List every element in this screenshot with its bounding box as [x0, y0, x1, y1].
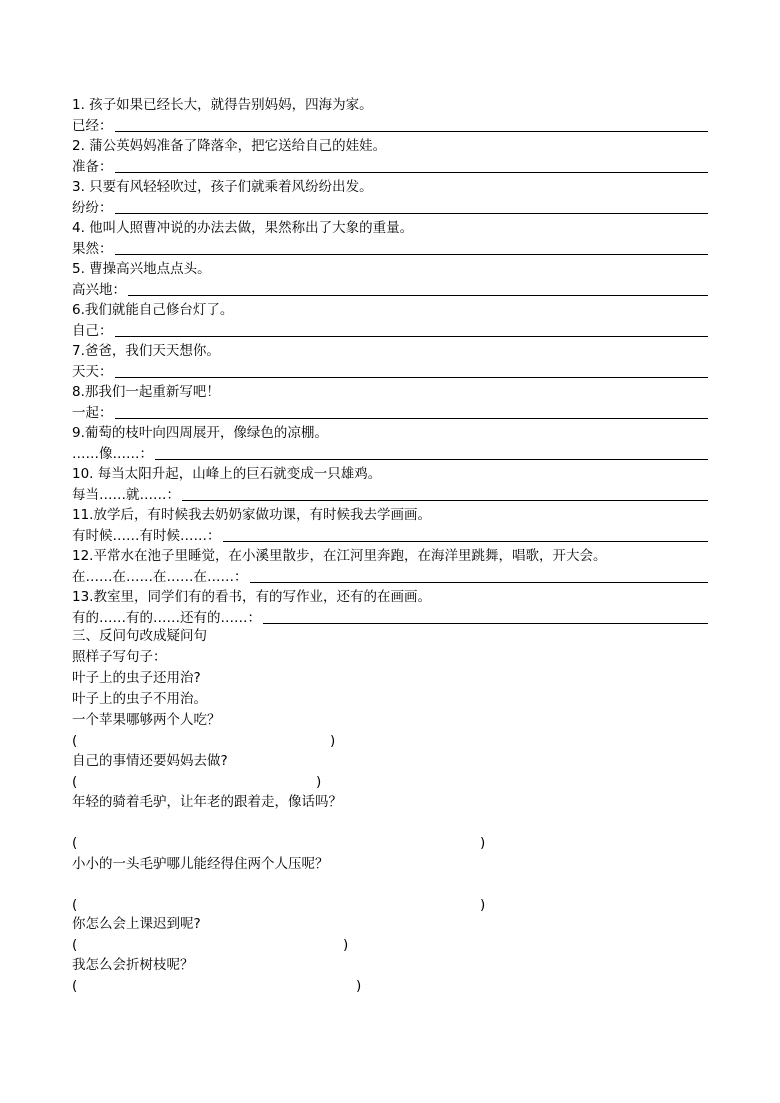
item-4-prompt: 果然： — [72, 241, 113, 257]
example-answer: 叶子上的虫子不用治。 — [72, 691, 207, 707]
item-7-prompt: 天天： — [72, 364, 113, 380]
item-11-prompt: 有时候……有时候……： — [72, 528, 221, 544]
item-12-sentence: 12.平常水在池子里睡觉，在小溪里散步，在江河里奔跑，在海洋里跳舞，唱歌，开大会。 — [72, 548, 607, 564]
answer-5-close-paren: ) — [343, 937, 349, 953]
answer-4-open-paren: ( — [72, 897, 78, 913]
question-1: 一个苹果哪够两个人吃？ — [72, 712, 221, 728]
answer-1-close-paren: ) — [330, 733, 336, 749]
item-3-answer-line[interactable] — [115, 213, 709, 214]
question-5: 你怎么会上课迟到呢? — [72, 916, 201, 932]
question-6: 我怎么会折树枝呢？ — [72, 957, 194, 973]
item-6-answer-line[interactable] — [115, 336, 709, 337]
item-2-prompt: 准备： — [72, 159, 113, 175]
item-9-prompt: ……像……： — [72, 446, 153, 462]
item-10-answer-line[interactable] — [182, 500, 708, 501]
answer-4-close-paren: ) — [480, 897, 486, 913]
item-2-answer-line[interactable] — [115, 172, 709, 173]
answer-6-close-paren: ) — [356, 978, 362, 994]
item-6-prompt: 自己： — [72, 323, 113, 339]
item-1-sentence: 1. 孩子如果已经长大，就得告别妈妈，四海为家。 — [72, 97, 373, 113]
answer-6-open-paren: ( — [72, 978, 78, 994]
answer-3-open-paren: ( — [72, 835, 78, 851]
answer-5-open-paren: ( — [72, 937, 78, 953]
item-12-answer-line[interactable] — [250, 582, 709, 583]
item-8-sentence: 8.那我们一起重新写吧！ — [72, 384, 220, 400]
answer-2-open-paren: ( — [72, 774, 78, 790]
item-3-sentence: 3. 只要有风轻轻吹过，孩子们就乘着风纷纷出发。 — [72, 179, 373, 195]
item-9-sentence: 9.葡萄的枝叶向四周展开，像绿色的凉棚。 — [72, 425, 328, 441]
item-3-prompt: 纷纷： — [72, 200, 113, 216]
item-8-prompt: 一起： — [72, 405, 113, 421]
item-1-answer-line[interactable] — [115, 131, 709, 132]
answer-3-close-paren: ) — [480, 835, 486, 851]
question-4: 小小的一头毛驴哪儿能经得住两个人压呢？ — [72, 856, 329, 872]
item-13-answer-line[interactable] — [263, 623, 708, 624]
item-13-sentence: 13.教室里，同学们有的看书，有的写作业，还有的在画画。 — [72, 589, 431, 605]
item-13-prompt: 有的……有的……还有的……： — [72, 610, 261, 626]
item-9-answer-line[interactable] — [155, 459, 708, 460]
item-7-sentence: 7.爸爸，我们天天想你。 — [72, 343, 220, 359]
item-11-answer-line[interactable] — [223, 541, 709, 542]
item-11-sentence: 11.放学后，有时候我去奶奶家做功课，有时候我去学画画。 — [72, 507, 431, 523]
item-7-answer-line[interactable] — [115, 377, 709, 378]
item-4-answer-line[interactable] — [115, 254, 709, 255]
question-3: 年轻的骑着毛驴，让年老的跟着走，像话吗？ — [72, 794, 342, 810]
item-2-sentence: 2. 蒲公英妈妈准备了降落伞，把它送给自己的娃娃。 — [72, 138, 387, 154]
example-question: 叶子上的虫子还用治? — [72, 670, 201, 686]
answer-1-open-paren: ( — [72, 733, 78, 749]
section3-instruction: 照样子写句子： — [72, 649, 167, 665]
item-10-sentence: 10. 每当太阳升起，山峰上的巨石就变成一只雄鸡。 — [72, 466, 382, 482]
question-2: 自己的事情还要妈妈去做? — [72, 753, 228, 769]
item-5-answer-line[interactable] — [128, 295, 708, 296]
item-1-prompt: 已经： — [72, 118, 113, 134]
answer-2-close-paren: ) — [316, 774, 322, 790]
item-5-prompt: 高兴地： — [72, 282, 126, 298]
item-10-prompt: 每当……就……： — [72, 487, 180, 503]
item-8-answer-line[interactable] — [115, 418, 709, 419]
item-5-sentence: 5. 曹操高兴地点点头。 — [72, 261, 211, 277]
section3-heading: 三、反问句改成疑问句 — [72, 628, 207, 644]
item-12-prompt: 在……在……在……在……： — [72, 569, 248, 585]
item-4-sentence: 4. 他叫人照曹冲说的办法去做，果然称出了大象的重量。 — [72, 220, 414, 236]
item-6-sentence: 6.我们就能自己修台灯了。 — [72, 302, 234, 318]
